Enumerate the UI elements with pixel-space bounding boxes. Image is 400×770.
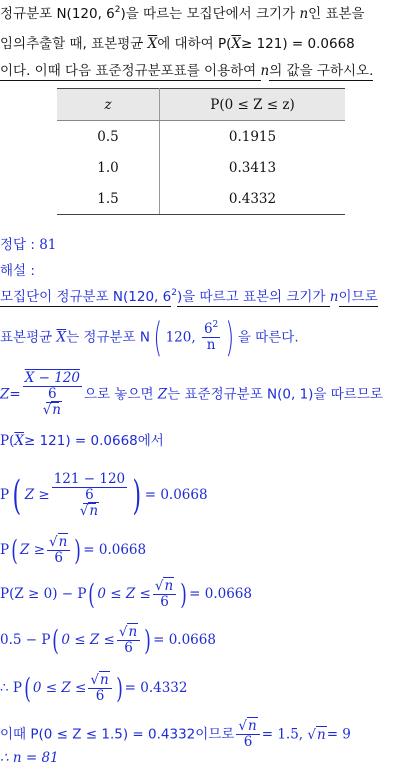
step-text: 120, — [165, 329, 200, 346]
fraction-denominator: 6 — [160, 594, 169, 610]
step-text: = 0.0668 — [83, 542, 147, 558]
step-text: 이므로 — [338, 289, 378, 305]
explanation-label: 해설 : — [0, 263, 35, 279]
ratio-fraction — [236, 719, 259, 750]
step-text: Z ≥ — [20, 542, 46, 558]
radicand: n — [164, 578, 174, 594]
standardization-fraction — [23, 371, 82, 418]
step-text: = 1.5, — [261, 726, 304, 743]
fraction-denominator: n — [206, 337, 216, 353]
table-row — [57, 183, 345, 215]
problem-text: 인 표본을 — [308, 6, 365, 22]
problem-text: )을 따르는 모집단에서 크기가 — [120, 6, 300, 22]
close-paren: ) — [180, 577, 187, 611]
table-header: z — [57, 89, 160, 121]
explanation-step-7 — [0, 579, 252, 610]
open-paren: ( — [12, 472, 22, 519]
close-paren: ) — [144, 623, 151, 657]
explanation-step-8 — [0, 625, 216, 656]
fraction-denominator: 6 — [124, 640, 133, 656]
sqrt-symbol: √n — [118, 624, 138, 640]
explanation-step-6 — [0, 535, 146, 566]
fraction-numerator: X − 120 — [24, 370, 80, 386]
problem-line-2 — [0, 34, 355, 54]
radicand: n — [128, 624, 138, 640]
step-text: P(Z ≥ 0) − P — [0, 586, 87, 602]
step-text: )을 따르고 표본의 크기가 — [176, 289, 330, 305]
explanation-step-5 — [0, 472, 208, 519]
explanation-step-2 — [0, 314, 299, 361]
sqrt-symbol: √n — [42, 402, 61, 418]
step-text: 으로 놓으면 — [83, 386, 158, 403]
problem-line-3 — [0, 61, 373, 81]
variable-n: n — [260, 63, 270, 79]
step-text: 이때 P(0 ≤ Z ≤ 1.5) = 0.4332이므로 — [0, 726, 235, 743]
problem-text: 정규분포 N(120, 6 — [0, 6, 115, 22]
exponent: 2 — [114, 5, 121, 15]
probability-fraction — [47, 535, 70, 566]
sample-mean-symbol: $\overline{X}$ — [147, 36, 158, 52]
explanation-step-9 — [0, 673, 187, 704]
sqrt-symbol: √n — [49, 534, 68, 550]
problem-text: 이다. 이때 다음 표준정규분포표를 이용하여 — [0, 63, 261, 79]
step-text: 모집단이 정규분포 N(120, 6 — [0, 289, 172, 305]
sqrt-symbol: √n — [238, 718, 257, 734]
exponent: 2 — [212, 320, 219, 330]
explanation-step-1 — [0, 287, 378, 307]
sqrt-symbol: √n — [79, 503, 99, 519]
probability-fraction — [88, 673, 111, 704]
probability-fraction — [52, 472, 127, 519]
probability-fraction — [153, 579, 176, 610]
close-paren: ) — [225, 314, 235, 361]
fraction-denominator: 6 — [243, 734, 253, 750]
fraction-denominator: 6 — [54, 550, 63, 566]
sqrt-symbol: √n — [90, 672, 109, 688]
sample-mean-symbol: $\overline{X}$ — [14, 433, 24, 449]
step-text: = 0.4332 — [124, 680, 188, 696]
variable-n: n — [329, 289, 339, 305]
fraction-numerator: 6 — [85, 487, 94, 503]
step-text: = 0.0668 — [144, 487, 208, 503]
radicand: n — [58, 534, 68, 550]
answer-value: 81 — [39, 237, 57, 253]
sample-mean-symbol: $\overline{X}$ — [231, 36, 241, 52]
radicand: n — [317, 726, 326, 743]
open-paren: ( — [52, 623, 60, 657]
step-text: 표본평균 — [0, 329, 57, 346]
radicand: n — [99, 672, 109, 688]
final-answer: ∴ n = 81 — [0, 750, 59, 766]
step-text: 0.5 − P — [0, 632, 51, 648]
step-text: P — [0, 542, 10, 558]
step-text: = 0.0668 — [153, 632, 216, 648]
explanation-step-10 — [0, 719, 351, 750]
step-text: P( — [0, 433, 15, 449]
variable-z: Z — [0, 386, 10, 403]
table-cell: 1.0 — [57, 152, 160, 183]
probability-fraction — [117, 625, 140, 656]
variable-z: Z — [157, 386, 168, 403]
table-cell: 0.1915 — [228, 128, 277, 145]
table-cell: 0.3413 — [228, 159, 277, 176]
close-paren: ) — [115, 671, 123, 705]
fraction-numerator: 6 — [203, 321, 213, 337]
table-header: P(0 ≤ Z ≤ z) — [160, 89, 346, 121]
fraction-numerator: 6 — [48, 386, 57, 402]
sqrt-symbol: √n — [307, 726, 326, 743]
normal-distribution-table — [57, 88, 345, 215]
step-text: 0 ≤ Z ≤ — [32, 680, 87, 696]
variable-n: n — [299, 6, 309, 22]
sample-mean-symbol: $\overline{X}$ — [56, 329, 67, 346]
answer-label: 정답 : — [0, 237, 40, 253]
sqrt-symbol: √n — [154, 578, 174, 594]
fraction-numerator: 121 − 120 — [53, 471, 126, 487]
radicand: n — [248, 718, 257, 734]
radicand: n — [89, 503, 99, 519]
problem-text: ≥ 121) = 0.0668 — [240, 36, 355, 52]
step-text: ≥ 121) = 0.0668에서 — [23, 433, 164, 449]
table-header-row — [57, 89, 345, 121]
table-cell: 0.5 — [57, 121, 160, 153]
open-paren: ( — [24, 671, 31, 705]
step-text: = 9 — [326, 726, 351, 743]
exponent: 2 — [171, 288, 177, 298]
problem-text: 에 대하여 P( — [157, 36, 232, 52]
step-text: 0 ≤ Z ≤ — [97, 586, 151, 602]
open-paren: ( — [11, 533, 18, 567]
close-paren: ) — [132, 472, 142, 519]
equals-sign: = — [9, 386, 21, 403]
table-cell: 1.5 — [57, 183, 160, 215]
step-text: 을 따른다. — [237, 329, 299, 346]
table-row — [57, 121, 345, 153]
radicand: n — [52, 402, 61, 418]
problem-text: 임의추출할 때, 표본평균 — [0, 36, 148, 52]
step-text: = 0.0668 — [189, 586, 252, 602]
problem-text: 의 값을 구하시오. — [269, 63, 374, 79]
open-paren: ( — [153, 314, 163, 361]
explanation-step-4 — [0, 431, 164, 451]
answer-line — [0, 235, 56, 255]
problem-line-1 — [0, 4, 365, 24]
step-text: P — [0, 487, 10, 503]
fraction-denominator: 6 — [95, 688, 105, 704]
step-text: Z ≥ — [24, 487, 50, 503]
close-paren: ) — [74, 533, 82, 567]
step-text: 0 ≤ Z ≤ — [61, 632, 115, 648]
explanation-step-3 — [0, 371, 383, 418]
open-paren: ( — [88, 577, 96, 611]
step-text: 는 정규분포 N — [66, 329, 150, 346]
variance-fraction — [202, 322, 220, 353]
step-text: ∴ P — [0, 680, 22, 696]
table-cell: 0.4332 — [160, 183, 346, 215]
table-row — [57, 152, 345, 183]
step-text: 는 표준정규분포 N(0, 1)을 따르므로 — [167, 386, 383, 403]
